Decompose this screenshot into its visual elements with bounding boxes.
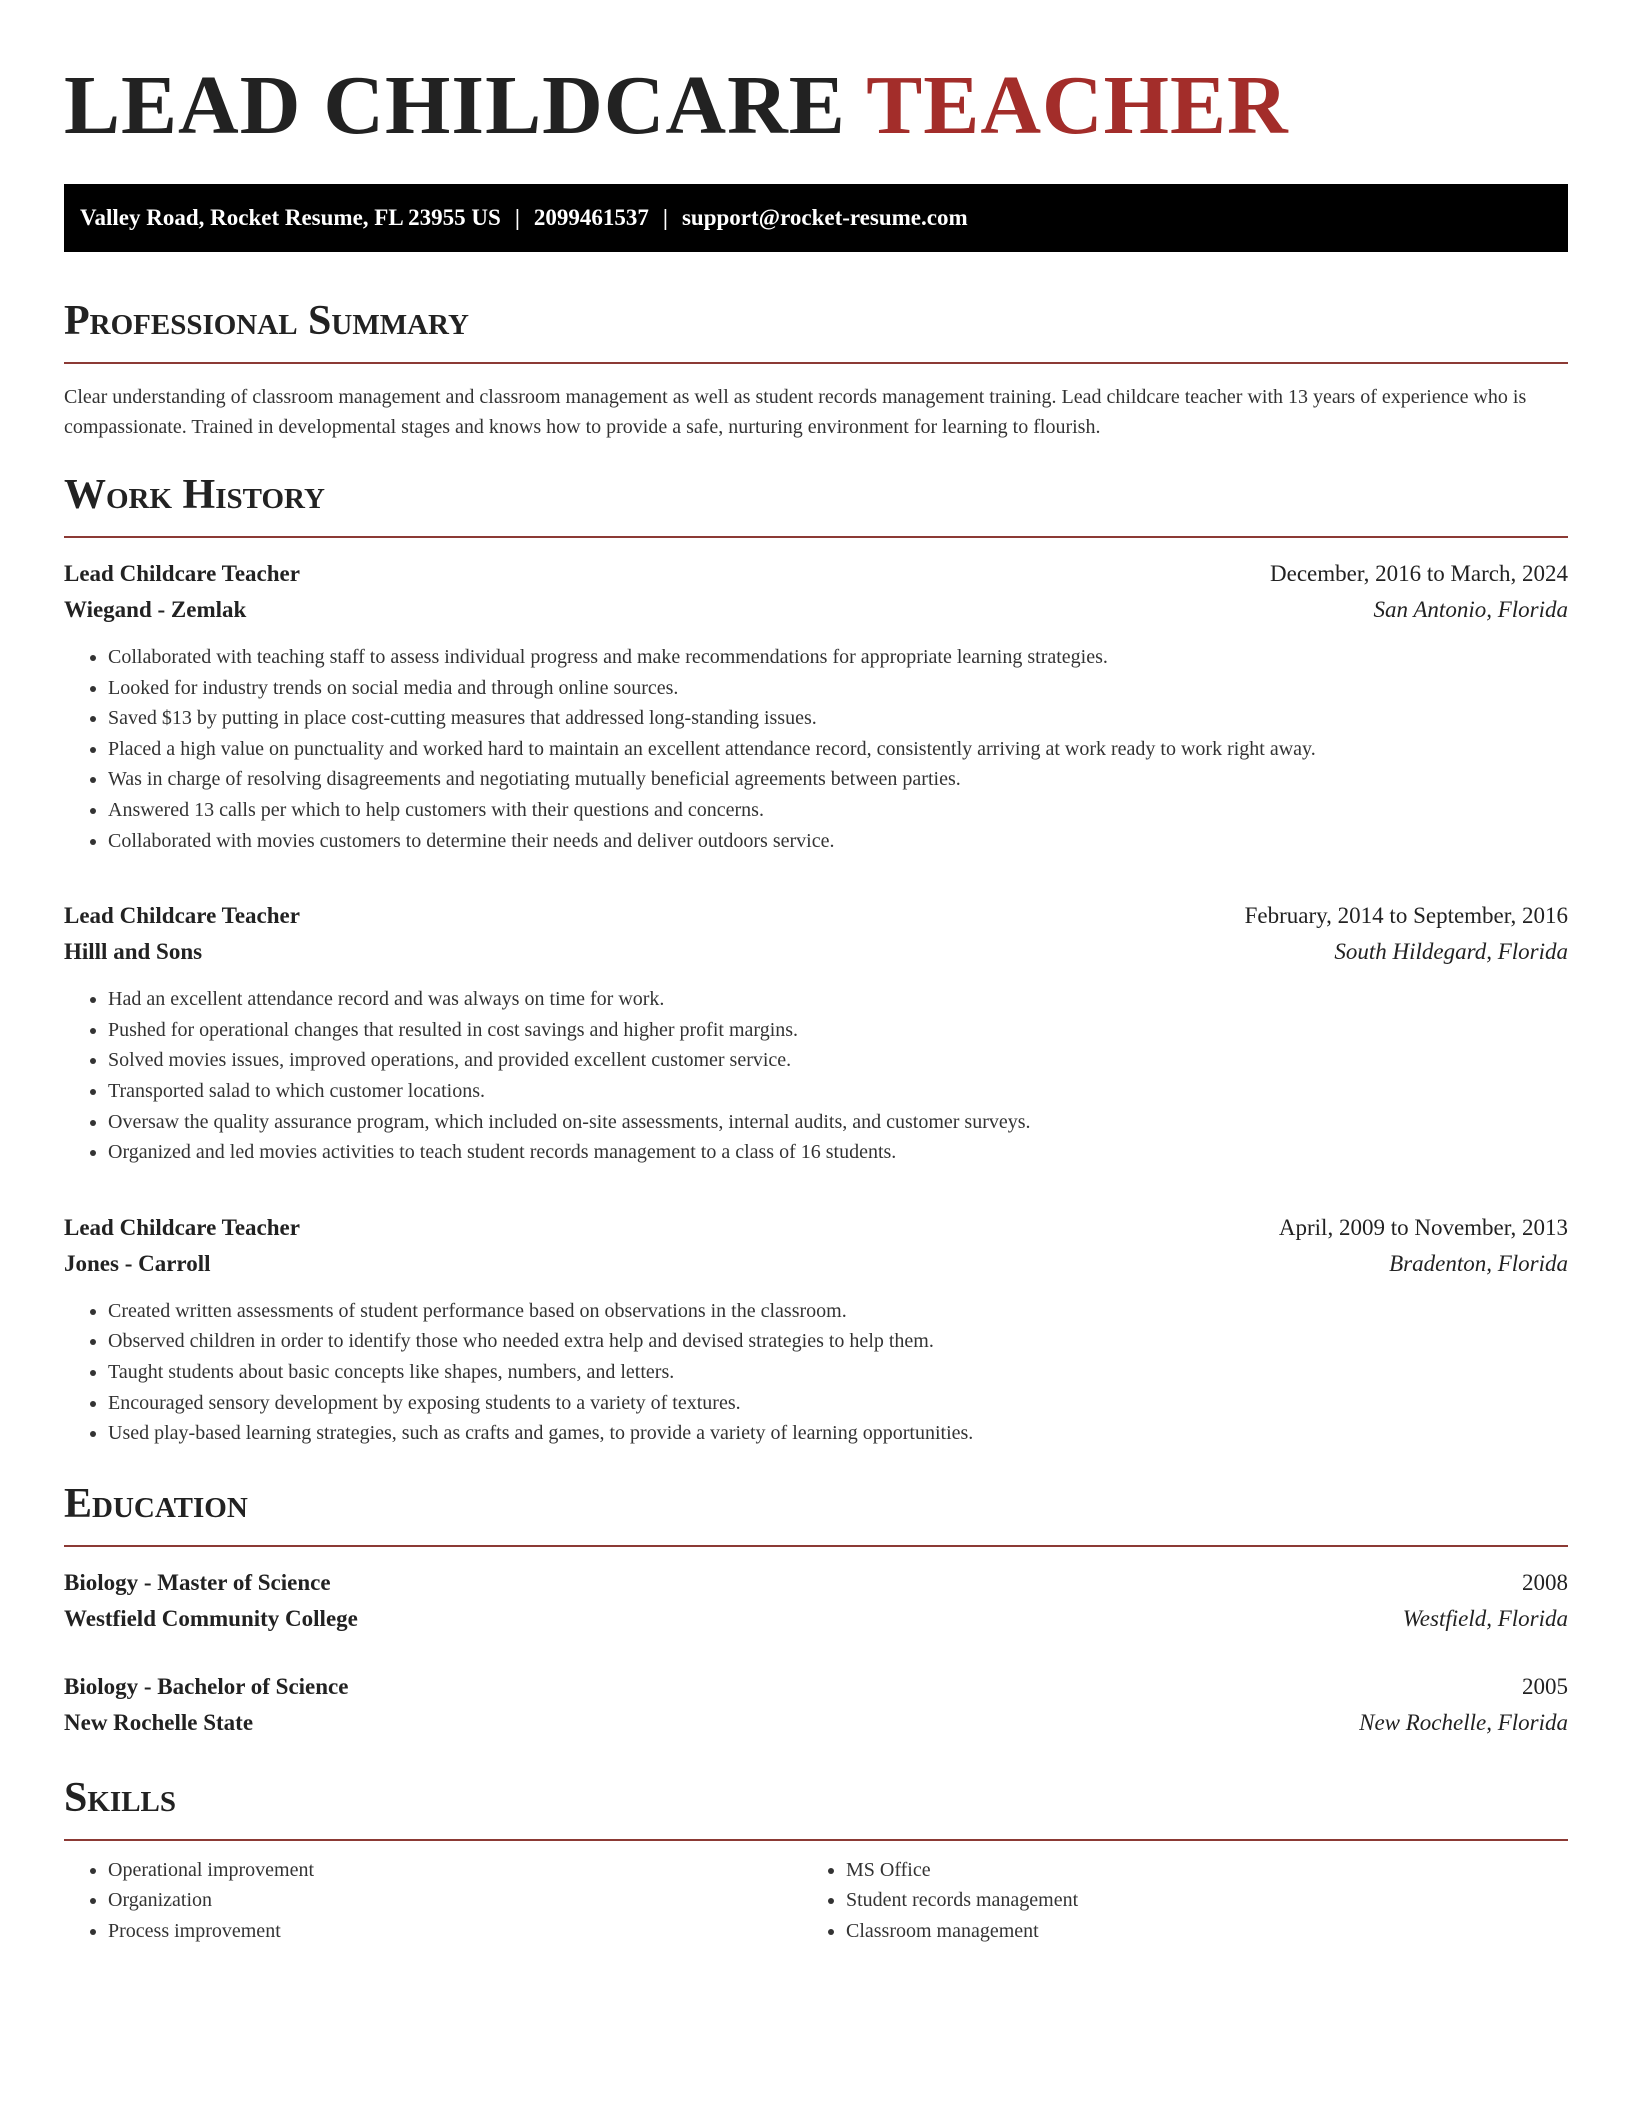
job-company-row	[64, 592, 1568, 628]
skill-item: • Organization	[108, 1885, 802, 1916]
education-entry	[64, 1669, 1568, 1741]
job-duty: • Used play-based learning strategies, such as crafts and games, to provide a variety of learning opportunities.	[108, 1418, 1568, 1449]
education-degree: Biology - Master of Science	[64, 1569, 331, 1595]
section-divider	[64, 1839, 1568, 1841]
education-heading: Education	[64, 1480, 248, 1527]
job-duties-list	[64, 984, 1568, 1168]
education-degree-row	[64, 1669, 1568, 1705]
job-duty: • Organized and led movies activities to teach student records management to a class of 16 students.	[108, 1137, 1568, 1168]
skill-item: • Classroom management	[846, 1916, 1540, 1947]
resume-title	[64, 56, 1568, 156]
job-duty: • Collaborated with movies customers to determine their needs and deliver outdoors service.	[108, 826, 1568, 857]
contact-separator: |	[662, 205, 668, 230]
section-divider	[64, 536, 1568, 538]
section-divider	[64, 1545, 1568, 1547]
job-duty: • Had an excellent attendance record and was always on time for work.	[108, 984, 1568, 1015]
work-history-heading: Work History	[64, 472, 325, 518]
job-entry	[64, 898, 1568, 1168]
job-duty: • Looked for industry trends on social media and through online sources.	[108, 673, 1568, 704]
job-entry	[64, 556, 1568, 856]
job-duty: • Oversaw the quality assurance program, which included on-site assessments, internal audits, and customer surveys.	[108, 1107, 1568, 1138]
job-header-row	[64, 556, 1568, 592]
job-role: Lead Childcare Teacher	[64, 561, 300, 586]
contact-separator: |	[514, 205, 520, 230]
skill-item: • Student records management	[846, 1885, 1540, 1916]
job-duty: • Was in charge of resolving disagreements and negotiating mutually beneficial agreements between parties.	[108, 764, 1568, 795]
job-dates: February, 2014 to September, 2016	[1244, 903, 1568, 929]
education-school-row	[64, 1705, 1568, 1741]
skill-item: • MS Office	[846, 1855, 1540, 1886]
job-duty: • Taught students about basic concepts like shapes, numbers, and letters.	[108, 1357, 1568, 1388]
job-dates: December, 2016 to March, 2024	[1270, 561, 1568, 586]
job-duty: • Solved movies issues, improved operations, and provided excellent customer service.	[108, 1045, 1568, 1076]
job-role: Lead Childcare Teacher	[64, 1214, 300, 1240]
title-main: LEAD CHILDCARE	[64, 59, 846, 152]
education-location: New Rochelle, Florida	[1359, 1709, 1568, 1735]
skills-section	[64, 1773, 1568, 1947]
job-duties-list	[64, 1296, 1568, 1449]
job-dates: April, 2009 to November, 2013	[1278, 1214, 1568, 1240]
section-divider	[64, 362, 1568, 364]
skill-item: • Operational improvement	[108, 1855, 802, 1886]
job-location: San Antonio, Florida	[1373, 597, 1568, 622]
contact-phone: 2099461537	[533, 205, 649, 230]
title-accent: TEACHER	[866, 59, 1289, 152]
education-degree: Biology - Bachelor of Science	[64, 1673, 349, 1699]
job-entry	[64, 1210, 1568, 1449]
job-header-row	[64, 898, 1568, 934]
education-section	[64, 1479, 1568, 1741]
job-duty: • Pushed for operational changes that resulted in cost savings and higher profit margins.	[108, 1015, 1568, 1046]
job-header-row	[64, 1210, 1568, 1246]
education-degree-row	[64, 1565, 1568, 1601]
education-school-row	[64, 1601, 1568, 1637]
education-year: 2008	[1522, 1569, 1568, 1595]
summary-heading: Professional Summary	[64, 298, 469, 344]
education-entry	[64, 1565, 1568, 1637]
job-duty: • Encouraged sensory development by exposing students to a variety of textures.	[108, 1388, 1568, 1419]
contact-bar	[64, 184, 1568, 252]
education-school: New Rochelle State	[64, 1709, 254, 1735]
job-duty: • Created written assessments of student performance based on observations in the classroom.	[108, 1296, 1568, 1327]
job-duty: • Answered 13 calls per which to help customers with their questions and concerns.	[108, 795, 1568, 826]
job-duty: • Saved $13 by putting in place cost-cutting measures that addressed long-standing issues.	[108, 703, 1568, 734]
skills-grid	[64, 1855, 1568, 1947]
job-duty: • Observed children in order to identify those who needed extra help and devised strategies to help them.	[108, 1326, 1568, 1357]
education-location: Westfield, Florida	[1402, 1605, 1568, 1631]
job-role: Lead Childcare Teacher	[64, 903, 300, 929]
job-company-row	[64, 934, 1568, 970]
skills-heading: Skills	[64, 1774, 177, 1821]
job-company: Jones - Carroll	[64, 1250, 211, 1276]
job-location: South Hildegard, Florida	[1334, 939, 1568, 965]
job-duty: • Collaborated with teaching staff to assess individual progress and make recommendations for appropriate learning strategies.	[108, 642, 1568, 673]
job-duty: • Placed a high value on punctuality and worked hard to maintain an excellent attendance record, consistently arriving at work ready to work right away.	[108, 734, 1568, 765]
job-location: Bradenton, Florida	[1389, 1250, 1568, 1276]
skills-list-right	[802, 1855, 1540, 1947]
job-duties-list	[64, 642, 1568, 856]
work-history-section	[64, 470, 1568, 1449]
job-company: Hilll and Sons	[64, 939, 203, 965]
job-company-row	[64, 1246, 1568, 1282]
skills-list-left	[64, 1855, 802, 1947]
education-school: Westfield Community College	[64, 1605, 358, 1631]
contact-address: Valley Road, Rocket Resume, FL 23955 US	[80, 205, 501, 230]
education-year: 2005	[1522, 1673, 1568, 1699]
contact-email: support@rocket-resume.com	[681, 205, 968, 230]
summary-section	[64, 296, 1568, 442]
job-duty: • Transported salad to which customer locations.	[108, 1076, 1568, 1107]
job-company: Wiegand - Zemlak	[64, 597, 247, 622]
skill-item: • Process improvement	[108, 1916, 802, 1947]
summary-text: Clear understanding of classroom management and classroom management as well as student records management training. Lead childcare teacher with 13 years of experience who is compassionate. Trained in developmental stages and knows how to provide a safe, nurturing environment for learning to flourish.	[64, 386, 1527, 438]
